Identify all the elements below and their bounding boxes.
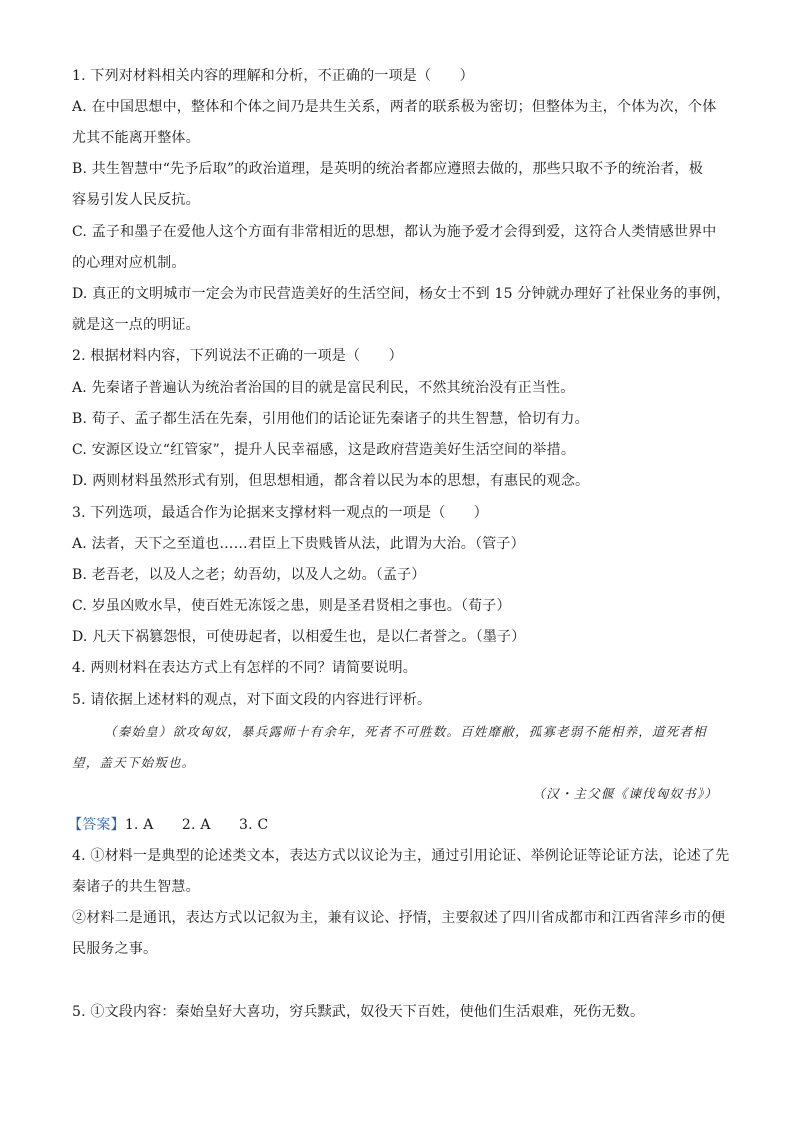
q5-stem: 5. 请依据上述材料的观点，对下面文段的内容进行评析。 bbox=[72, 692, 432, 708]
answer-summary bbox=[68, 815, 268, 835]
answer-4-line2: 秦诸子的共生智慧。 bbox=[72, 879, 200, 895]
q1-option-d-line1: D. 真正的文明城市一定会为市民营造美好的生活空间，杨女士不到 15 分钟就办理好了社保业务的事例， bbox=[72, 286, 731, 302]
answer-5-line1: 5. ①文段内容：秦始皇好大喜功，穷兵黩武，奴役天下百姓，使他们生活艰难，死伤无数。 bbox=[72, 1004, 645, 1020]
q2-option-d: D. 两则材料虽然形式有别，但思想相通，都含着以民为本的思想，有惠民的观念。 bbox=[72, 473, 590, 489]
q3-option-b: B. 老吾老，以及人之老；幼吾幼，以及人之幼。（孟子） bbox=[72, 567, 426, 583]
q5-passage-line1: （秦始皇）欲攻匈奴，暴兵露师十有余年，死者不可胜数。百姓靡敝，孤寡老弱不能相养，道死者相 bbox=[104, 724, 707, 739]
answer-4-line3: ②材料二是通讯，表达方式以记叙为主，兼有议论、抒情，主要叙述了四川省成都市和江西省萍乡市的便 bbox=[72, 910, 726, 926]
q5-passage-line2: 望，盖天下始叛也。 bbox=[72, 755, 196, 770]
answer-choices: 1. A 2. A 3. C bbox=[124, 817, 269, 833]
q1-option-b-line2: 容易引发人民反抗。 bbox=[72, 192, 200, 208]
q5-passage-source: （汉・主父偃《谏伐匈奴书》） bbox=[532, 786, 718, 801]
q1-option-b-line1: B. 共生智慧中“先予后取”的政治道理，是英明的统治者都应遵照去做的，那些只取不予的统治者，极 bbox=[72, 161, 703, 177]
q1-stem: 1. 下列对材料相关内容的理解和分析，不正确的一项是（ ） bbox=[72, 68, 474, 84]
q1-option-a-line1: A. 在中国思想中，整体和个体之间乃是共生关系，两者的联系极为密切；但整体为主，个体为次，个体 bbox=[72, 99, 717, 115]
q3-option-d: D. 凡天下祸篡怨恨，可使毋起者，以相爱生也，是以仁者誉之。（墨子） bbox=[72, 629, 526, 645]
q1-option-d-line2: 就是这一点的明证。 bbox=[72, 317, 200, 333]
q4-stem: 4. 两则材料在表达方式上有怎样的不同？请简要说明。 bbox=[72, 660, 418, 676]
q3-option-a: A. 法者，天下之至道也……君臣上下贵贱皆从法，此谓为大治。（管子） bbox=[72, 536, 525, 552]
q1-option-c-line1: C. 孟子和墨子在爱他人这个方面有非常相近的思想，都认为施予爱才会得到爱，这符合人类情感世界中 bbox=[72, 224, 717, 240]
q3-stem: 3. 下列选项，最适合作为论据来支撑材料一观点的一项是（ ） bbox=[72, 505, 489, 521]
answer-4-line4: 民服务之事。 bbox=[72, 941, 158, 957]
answer-tag: 【答案】 bbox=[68, 817, 125, 833]
q2-option-c: C. 安源区设立“红管家”，提升人民幸福感，这是政府营造美好生活空间的举措。 bbox=[72, 442, 576, 458]
q1-option-c-line2: 的心理对应机制。 bbox=[72, 255, 186, 271]
answer-4-line1: 4. ①材料一是典型的论述类文本，表达方式以议论为主，通过引用论证、举例论证等论证方法，论述了先 bbox=[72, 848, 730, 864]
q1-option-a-line2: 尤其不能离开整体。 bbox=[72, 130, 200, 146]
q2-option-b: B. 荀子、孟子都生活在先秦，引用他们的话论证先秦诸子的共生智慧，恰切有力。 bbox=[72, 411, 589, 427]
q2-stem: 2. 根据材料内容，下列说法不正确的一项是（ ） bbox=[72, 348, 403, 364]
q2-option-a: A. 先秦诸子普遍认为统治者治国的目的就是富民利民，不然其统治没有正当性。 bbox=[72, 380, 575, 396]
q3-option-c: C. 岁虽凶败水旱，使百姓无冻馁之患，则是圣君贤相之事也。（荀子） bbox=[72, 598, 511, 614]
